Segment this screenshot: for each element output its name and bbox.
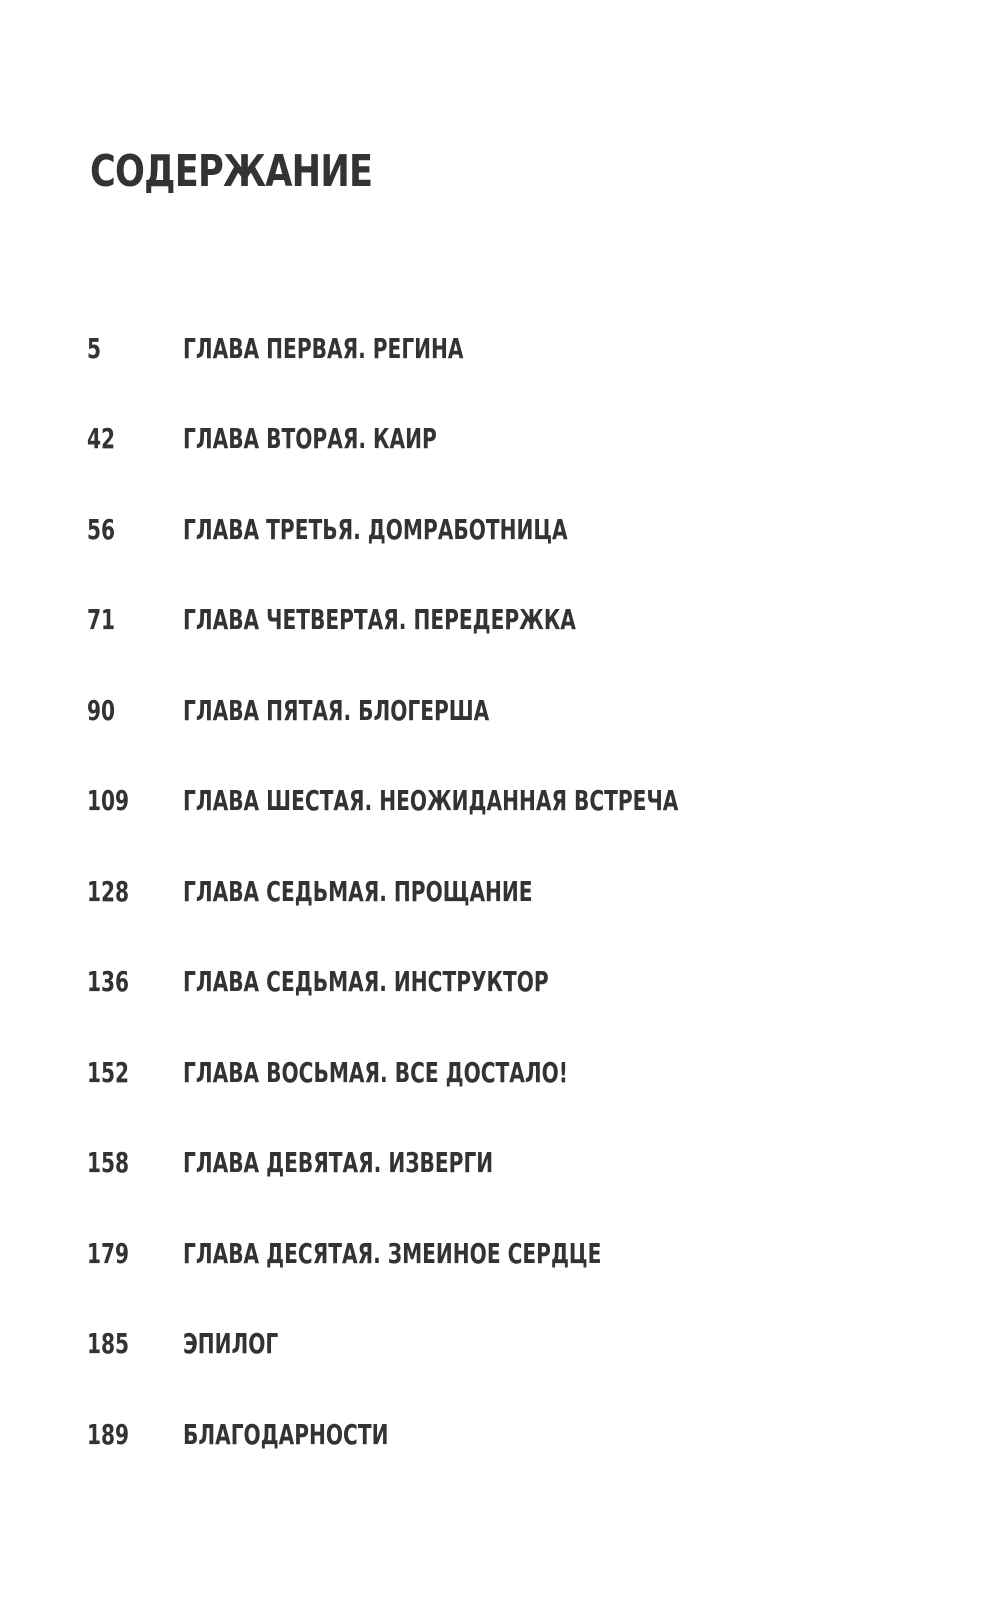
toc-entry [0, 872, 1000, 912]
toc-page-number: 189 [87, 1418, 130, 1451]
toc-page-number: 71 [87, 603, 116, 636]
toc-entry [0, 962, 1000, 1002]
toc-page-number: 185 [87, 1327, 130, 1360]
toc-entry [0, 1234, 1000, 1274]
toc-chapter-title: ЭПИЛОГ [183, 1327, 279, 1360]
toc-entry [0, 1143, 1000, 1183]
toc-chapter-title: ГЛАВА ЧЕТВЕРТАЯ. ПЕРЕДЕРЖКА [183, 603, 576, 636]
toc-chapter-title: ГЛАВА ПЕРВАЯ. РЕГИНА [183, 332, 464, 365]
page-title: СОДЕРЖАНИЕ [90, 146, 373, 197]
toc-chapter-title: ГЛАВА ТРЕТЬЯ. ДОМРАБОТНИЦА [183, 513, 568, 546]
toc-chapter-title: ГЛАВА ДЕВЯТАЯ. ИЗВЕРГИ [183, 1146, 494, 1179]
toc-entry [0, 600, 1000, 640]
toc-page-number: 152 [87, 1056, 130, 1089]
toc-chapter-title: БЛАГОДАРНОСТИ [183, 1418, 389, 1451]
toc-page-number: 136 [87, 965, 130, 998]
toc-entry [0, 781, 1000, 821]
toc-chapter-title: ГЛАВА ВОСЬМАЯ. ВСЕ ДОСТАЛО! [183, 1056, 568, 1089]
toc-entry [0, 691, 1000, 731]
toc-page-number: 42 [87, 422, 116, 455]
toc-page-number: 128 [87, 875, 130, 908]
toc-chapter-title: ГЛАВА ДЕСЯТАЯ. ЗМЕИНОЕ СЕРДЦЕ [183, 1237, 602, 1270]
toc-chapter-title: ГЛАВА ПЯТАЯ. БЛОГЕРША [183, 694, 490, 727]
toc-chapter-title: ГЛАВА ШЕСТАЯ. НЕОЖИДАННАЯ ВСТРЕЧА [183, 784, 679, 817]
toc-chapter-title: ГЛАВА СЕДЬМАЯ. ИНСТРУКТОР [183, 965, 549, 998]
toc-entry [0, 510, 1000, 550]
toc-entry [0, 1415, 1000, 1455]
toc-chapter-title: ГЛАВА ВТОРАЯ. КАИР [183, 422, 437, 455]
toc-page-number: 56 [87, 513, 116, 546]
toc-page-number: 179 [87, 1237, 130, 1270]
toc-chapter-title: ГЛАВА СЕДЬМАЯ. ПРОЩАНИЕ [183, 875, 533, 908]
toc-entry [0, 329, 1000, 369]
toc-page-number: 90 [87, 694, 116, 727]
toc-page-number: 158 [87, 1146, 130, 1179]
toc-page-number: 5 [87, 332, 102, 365]
toc-entry [0, 419, 1000, 459]
toc-entry [0, 1053, 1000, 1093]
toc-page-number: 109 [87, 784, 130, 817]
toc-entry [0, 1324, 1000, 1364]
